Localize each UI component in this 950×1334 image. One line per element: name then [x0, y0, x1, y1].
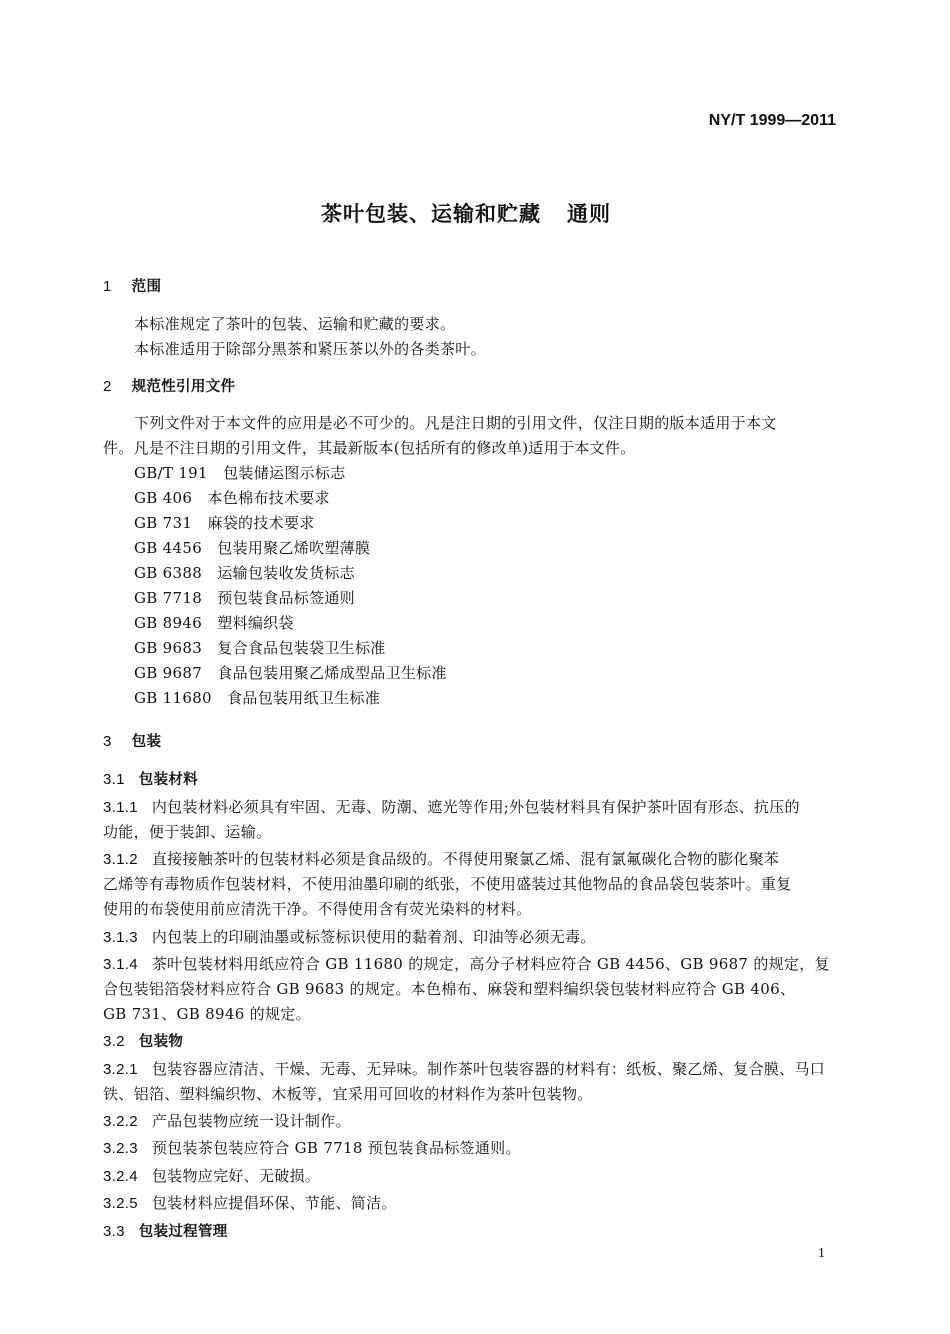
reference-item [134, 663, 874, 683]
subsection-label: 包装材料 [138, 772, 198, 788]
reference-title: 复合食品包装袋卫生标准 [217, 639, 386, 657]
clause-continuation: 铁、铝箔、塑料编织物、木板等，宜采用可回收的材料作为茶叶包装物。 [103, 1085, 593, 1103]
reference-code: GB 406 [134, 489, 193, 507]
reference-code: GB/T 191 [134, 464, 208, 482]
clause-3-1-1 [103, 797, 843, 818]
subsection-number: 3.3 [103, 1223, 125, 1240]
clause-3-1-2 [103, 849, 843, 870]
reference-item [134, 463, 874, 483]
paragraph-continuation: 件。凡是不注日期的引用文件，其最新版本(包括所有的修改单)适用于本文件。 [103, 439, 636, 457]
section-heading-2 [103, 376, 843, 397]
clause-number: 3.2.5 [103, 1195, 138, 1212]
reference-title: 包装用聚乙烯吹塑薄膜 [217, 539, 371, 557]
clause-3-2-1 [103, 1059, 843, 1080]
section-heading-3 [103, 731, 843, 752]
subsection-label: 包装物 [138, 1034, 184, 1050]
reference-title: 预包装食品标签通则 [217, 589, 355, 607]
paragraph: 本标准规定了茶叶的包装、运输和贮藏的要求。 [134, 315, 456, 333]
paragraph: 本标准适用于除部分黑茶和紧压茶以外的各类茶叶。 [134, 340, 486, 358]
clause-number: 3.1.2 [103, 851, 138, 868]
reference-code: GB 9687 [134, 664, 203, 682]
section-heading-1 [103, 276, 843, 297]
reference-item [134, 588, 874, 608]
reference-code: GB 11680 [134, 689, 212, 707]
subsection-label: 包装过程管理 [138, 1224, 228, 1240]
clause-number: 3.2.2 [103, 1113, 138, 1130]
reference-item [134, 538, 874, 558]
title-suffix: 通则 [567, 202, 611, 226]
reference-title: 食品包装用纸卫生标准 [227, 689, 381, 707]
clause-text: 包装材料应提倡环保、节能、简洁。 [151, 1194, 397, 1212]
subsection-heading-3-2 [103, 1031, 843, 1052]
section-number: 2 [103, 378, 112, 395]
clause-continuation: 功能，便于装卸、运输。 [103, 823, 272, 841]
subsection-heading-3-1 [103, 769, 843, 790]
section-number: 3 [103, 733, 112, 750]
clause-number: 3.1.1 [103, 799, 138, 816]
subsection-number: 3.2 [103, 1033, 125, 1050]
clause-text: 包装物应完好、无破损。 [151, 1167, 321, 1185]
clause-continuation: 乙烯等有毒物质作包装材料，不使用油墨印刷的纸张，不使用盛装过其他物品的食品袋包装茶叶。重复 [103, 875, 792, 893]
clause-text: 茶叶包装材料用纸应符合 GB 11680 的规定，高分子材料应符合 GB 4456、GB 9687 的规定，复 [151, 955, 830, 973]
reference-title: 本色棉布技术要求 [207, 489, 330, 507]
clause-3-1-3 [103, 927, 843, 948]
reference-item [134, 513, 874, 533]
reference-code: GB 731 [134, 514, 193, 532]
section-label: 规范性引用文件 [131, 379, 236, 395]
clause-text: 内包装材料必须具有牢固、无毒、防潮、遮光等作用;外包装材料具有保护茶叶固有形态、抗压的 [151, 798, 800, 816]
clause-text: 直接接触茶叶的包装材料必须是食品级的。不得使用聚氯乙烯、混有氯氟碳化合物的膨化聚苯 [151, 850, 780, 868]
subsection-number: 3.1 [103, 771, 125, 788]
section-number: 1 [103, 278, 112, 295]
document-title [0, 198, 932, 228]
clause-number: 3.1.3 [103, 929, 138, 946]
clause-number: 3.2.3 [103, 1140, 138, 1157]
clause-continuation: GB 731、GB 8946 的规定。 [103, 1005, 311, 1023]
clause-text: 预包装茶包装应符合 GB 7718 预包装食品标签通则。 [151, 1139, 521, 1157]
clause-3-2-4 [103, 1166, 843, 1187]
clause-number: 3.2.4 [103, 1168, 138, 1185]
title-main: 茶叶包装、运输和贮藏 [321, 202, 541, 226]
clause-3-2-2 [103, 1111, 843, 1132]
reference-code: GB 4456 [134, 539, 203, 557]
clause-number: 3.2.1 [103, 1061, 138, 1078]
clause-text: 产品包装物应统一设计制作。 [151, 1112, 351, 1130]
clause-text: 内包装上的印刷油墨或标签标识使用的黏着剂、印油等必须无毒。 [151, 928, 596, 946]
section-label: 包装 [131, 734, 162, 750]
reference-title: 运输包装收发货标志 [217, 564, 355, 582]
clause-3-1-4 [103, 954, 843, 975]
subsection-heading-3-3 [103, 1221, 843, 1242]
clause-3-2-5 [103, 1193, 843, 1214]
reference-code: GB 8946 [134, 614, 203, 632]
clause-text: 包装容器应清洁、干燥、无毒、无异味。制作茶叶包装容器的材料有：纸板、聚乙烯、复合膜、马口 [151, 1060, 826, 1078]
standard-code: NY/T 1999—2011 [708, 112, 836, 129]
reference-code: GB 7718 [134, 589, 203, 607]
clause-continuation: 合包装铝箔袋材料应符合 GB 9683 的规定。本色棉布、麻袋和塑料编织袋包装材料应符合 GB 406、 [103, 980, 796, 998]
reference-title: 塑料编织袋 [217, 614, 294, 632]
section-label: 范围 [131, 279, 162, 295]
reference-code: GB 6388 [134, 564, 203, 582]
reference-title: 食品包装用聚乙烯成型品卫生标准 [217, 664, 447, 682]
clause-continuation: 使用的布袋使用前应清洗干净。不得使用含有荧光染料的材料。 [103, 900, 532, 918]
clause-3-2-3 [103, 1138, 843, 1159]
reference-code: GB 9683 [134, 639, 203, 657]
reference-title: 麻袋的技术要求 [207, 514, 315, 532]
reference-item [134, 613, 874, 633]
paragraph: 下列文件对于本文件的应用是必不可少的。凡是注日期的引用文件，仅注日期的版本适用于本文 [134, 414, 777, 432]
reference-title: 包装储运图示标志 [223, 464, 346, 482]
reference-item [134, 688, 874, 708]
clause-number: 3.1.4 [103, 956, 138, 973]
reference-item [134, 638, 874, 658]
page-number: 1 [818, 1246, 825, 1261]
reference-item [134, 488, 874, 508]
reference-item [134, 563, 874, 583]
